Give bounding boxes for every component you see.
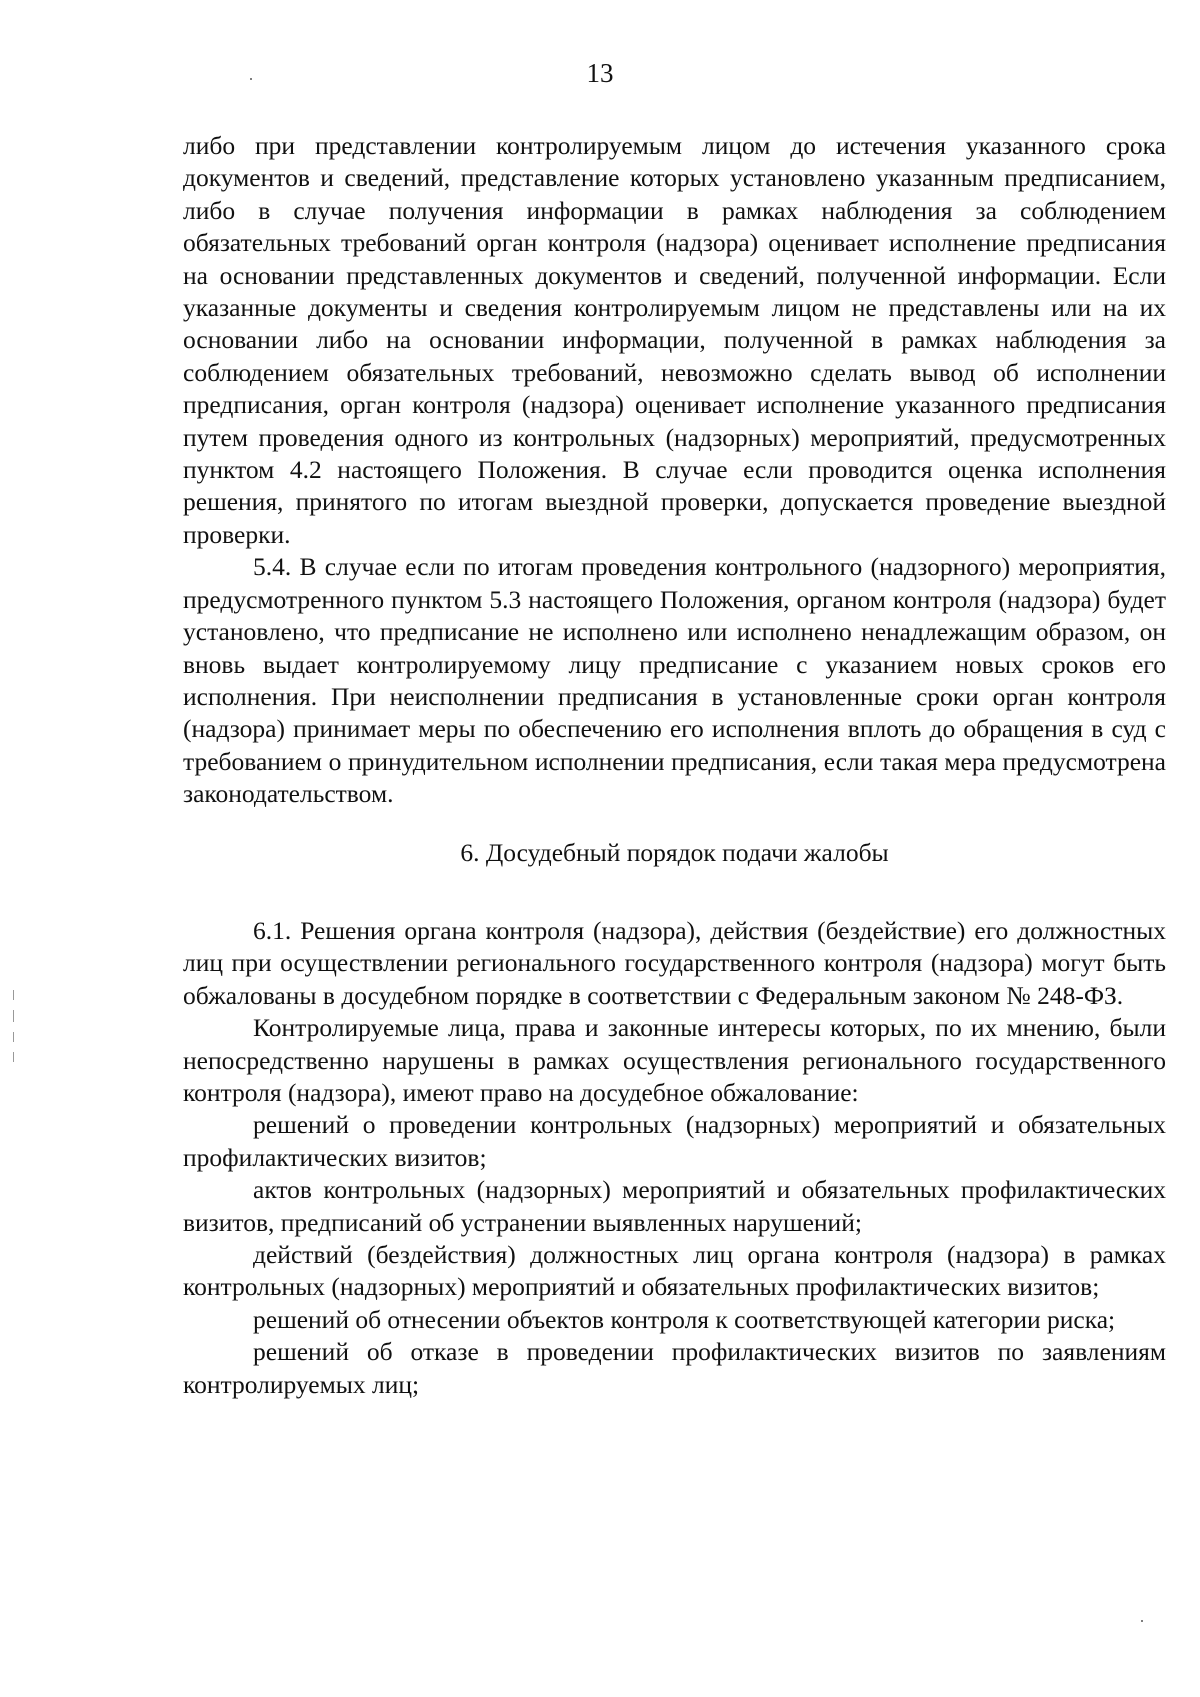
document-body bbox=[183, 130, 1166, 1401]
appeal-list-item: действий (бездействия) должностных лиц органа контроля (надзора) в рамках контрольных (надзорных) мероприятий и обязательных профилактических визитов; bbox=[183, 1240, 1166, 1302]
scan-margin-mark bbox=[13, 1052, 14, 1062]
scan-speck bbox=[1141, 1620, 1143, 1622]
paragraph-5-4: 5.4. В случае если по итогам проведения контрольного (надзорного) мероприятия, предусмотренного пунктом 5.3 настоящего Положения, органом контроля (надзора) будет установлено, что предписание не исполнено или исполнено ненадлежащим образом, он вновь выдает контролируемому лицу предписание с указанием новых сроков его исполнения. При неисполнении предписания в установленные сроки орган контроля (надзора) принимает меры по обеспечению его исполнения вплоть до обращения в суд с требованием о принудительном исполнении предписания, если такая мера предусмотрена законодательством. bbox=[183, 552, 1166, 809]
section-title: 6. Досудебный порядок подачи жалобы bbox=[460, 837, 889, 867]
appeal-list-item: решений об отказе в проведении профилактических визитов по заявлениям контролируемых лиц; bbox=[183, 1337, 1166, 1399]
paragraph-6-1: 6.1. Решения органа контроля (надзора), действия (бездействие) его должностных лиц при осуществлении регионального государственного контроля (надзора) могут быть обжалованы в досудебном порядке в соответствии с Федеральным законом № 248-ФЗ. bbox=[183, 915, 1166, 1010]
paragraph-5-3-continued: либо при представлении контролируемым лицом до истечения указанного срока документов и сведений, представление которых установлено указанным предписанием, либо в случае получения информации в рамках наблюдения за соблюдением обязательных требований орган контроля (надзора) оценивает исполнение предписания на основании представленных документов и сведений, полученной информации. Если указанные документы и сведения контролируемым лицом не представлены или на их основании либо на основании информации, полученной в рамках наблюдения за соблюдением обязательных требований, невозможно сделать вывод об исполнении предписания, орган контроля (надзора) оценивает исполнение указанного предписания путем проведения одного из контрольных (надзорных) мероприятий, предусмотренных пунктом 4.2 настоящего Положения. В случае если проводится оценка исполнения решения, принятого по итогам выездной проверки, допускается проведение выездной проверки. bbox=[183, 131, 1166, 549]
scan-margin-mark bbox=[13, 1032, 14, 1042]
appeal-list-item: актов контрольных (надзорных) мероприятий и обязательных профилактических визитов, предписаний об устранении выявленных нарушений; bbox=[183, 1175, 1166, 1237]
appeal-list-item: решений об отнесении объектов контроля к соответствующей категории риска; bbox=[253, 1304, 1116, 1334]
scan-margin-mark bbox=[13, 990, 14, 1000]
appeal-list-item: решений о проведении контрольных (надзорных) мероприятий и обязательных профилактических визитов; bbox=[183, 1110, 1166, 1172]
scan-margin-mark bbox=[13, 1010, 14, 1022]
page-number: 13 bbox=[586, 58, 614, 88]
appeal-rights-paragraph: Контролируемые лица, права и законные интересы которых, по их мнению, были непосредственно нарушены в рамках осуществления регионального государственного контроля (надзора), имеют право на досудебное обжалование: bbox=[183, 1013, 1166, 1107]
